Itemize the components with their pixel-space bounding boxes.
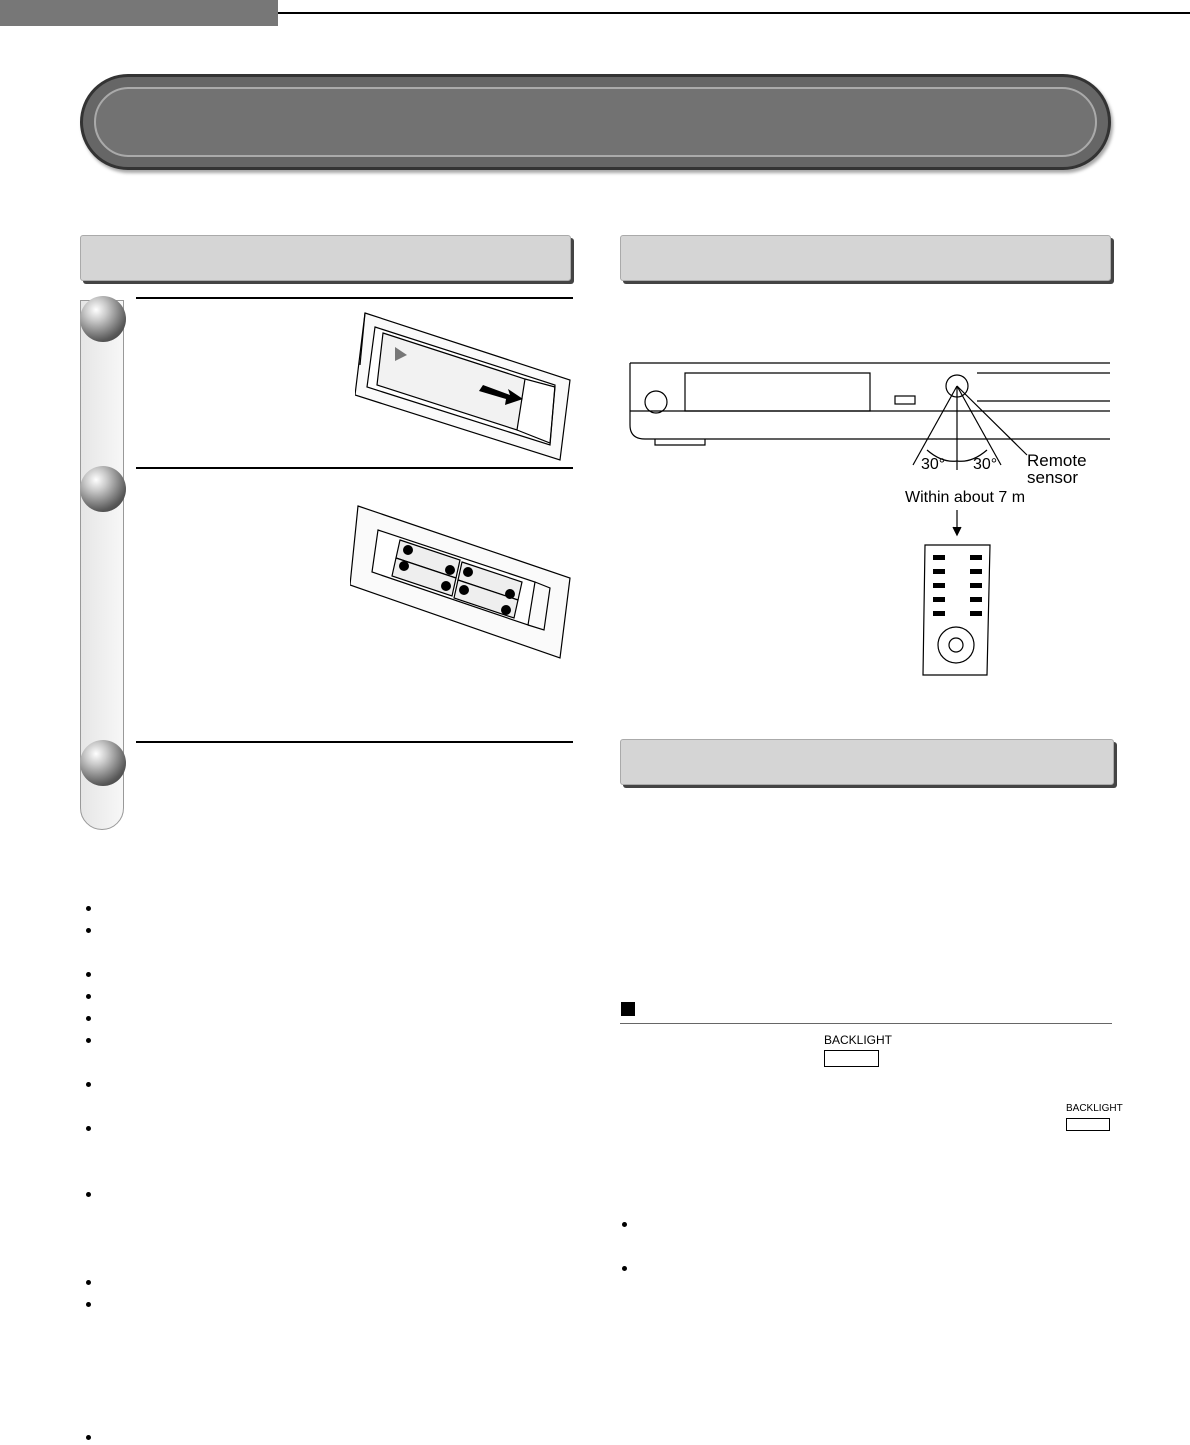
battery-compartment-illustration bbox=[350, 500, 575, 665]
bullet-icon bbox=[622, 1222, 627, 1227]
step-2-rule bbox=[136, 467, 573, 469]
title-banner-inner bbox=[94, 87, 1097, 157]
bullet-icon bbox=[86, 1126, 91, 1131]
bullet-icon bbox=[86, 1016, 91, 1021]
section-header-operating-range bbox=[620, 235, 1111, 281]
step-2-sphere-icon bbox=[80, 466, 126, 512]
bullet-icon bbox=[86, 972, 91, 977]
remote-sensor-label-line2: sensor bbox=[1027, 468, 1079, 487]
bullet-icon bbox=[86, 1280, 91, 1285]
angle-right-label: 30° bbox=[973, 456, 998, 473]
bullet-icon bbox=[86, 994, 91, 999]
backlight-button-icon bbox=[824, 1050, 879, 1067]
header-tab bbox=[0, 0, 278, 26]
distance-label: Within about 7 m bbox=[905, 489, 1026, 506]
section-header-batteries bbox=[80, 235, 571, 281]
remote-sensor-illustration bbox=[625, 355, 1115, 685]
backlight-button-label-2: BACKLIGHT bbox=[1066, 1103, 1123, 1114]
section-header-backlight bbox=[620, 739, 1114, 785]
step-3-rule bbox=[136, 741, 573, 743]
backlight-subheading-rule bbox=[620, 1023, 1112, 1024]
bullet-icon bbox=[86, 1038, 91, 1043]
angle-left-label: 30° bbox=[921, 456, 946, 473]
bullet-icon bbox=[86, 928, 91, 933]
square-bullet-icon bbox=[621, 1002, 635, 1016]
step-1-sphere-icon bbox=[80, 296, 126, 342]
backlight-button-icon-small bbox=[1066, 1118, 1110, 1131]
step-1-rule bbox=[136, 297, 573, 299]
bullet-icon bbox=[86, 1435, 91, 1440]
remote-cover-illustration bbox=[355, 305, 575, 465]
title-banner bbox=[80, 74, 1111, 170]
bullet-icon bbox=[86, 1302, 91, 1307]
bullet-icon bbox=[86, 906, 91, 911]
backlight-button-label-1: BACKLIGHT bbox=[824, 1033, 893, 1047]
bullet-icon bbox=[622, 1266, 627, 1271]
bullet-icon bbox=[86, 1082, 91, 1087]
bullet-icon bbox=[86, 1192, 91, 1197]
remote-sensor-label-line1: Remote bbox=[1027, 451, 1087, 470]
header-rule bbox=[278, 12, 1190, 14]
step-3-sphere-icon bbox=[80, 740, 126, 786]
